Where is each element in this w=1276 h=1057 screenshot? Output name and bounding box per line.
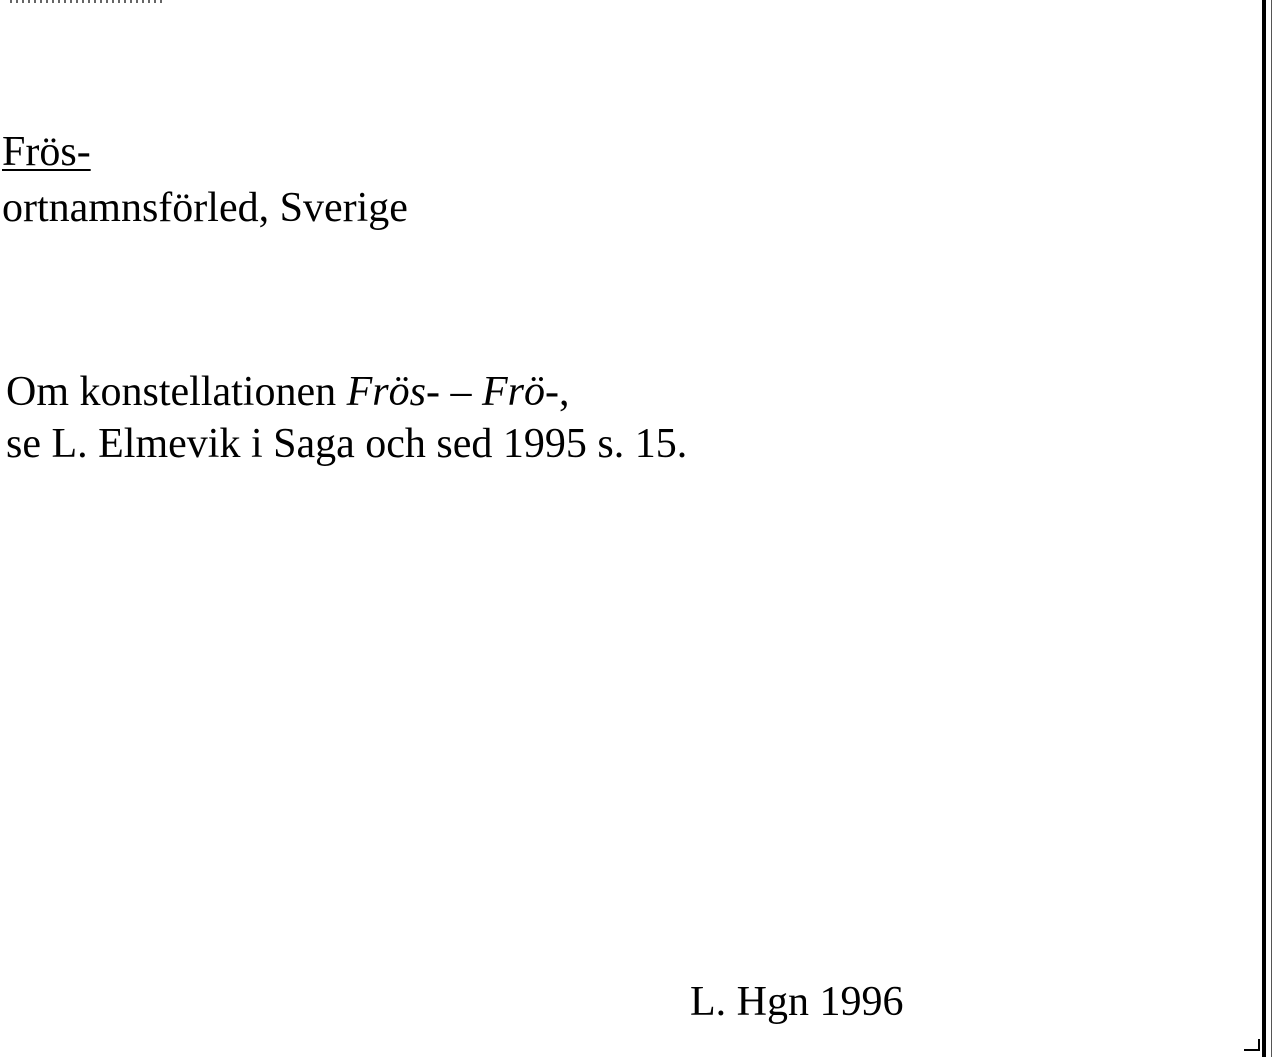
corner-mark	[1244, 1039, 1260, 1051]
note-line-1	[6, 366, 687, 418]
card-right-border	[1262, 0, 1266, 1057]
note-line-2: se L. Elmevik i Saga och sed 1995 s. 15.	[6, 421, 688, 467]
note-line-1-suffix: ,	[558, 369, 570, 415]
signature: L. Hgn 1996	[690, 979, 904, 1025]
reference-note	[6, 366, 687, 470]
note-line-1-italic: Frös- – Frö-	[346, 369, 559, 415]
card-right-border-thin	[1271, 0, 1272, 1057]
top-edge-mark	[10, 0, 166, 3]
definition: ortnamnsförled, Sverige	[2, 185, 408, 231]
note-line-1-prefix: Om konstellationen	[6, 369, 347, 415]
headword: Frös-	[2, 129, 91, 175]
